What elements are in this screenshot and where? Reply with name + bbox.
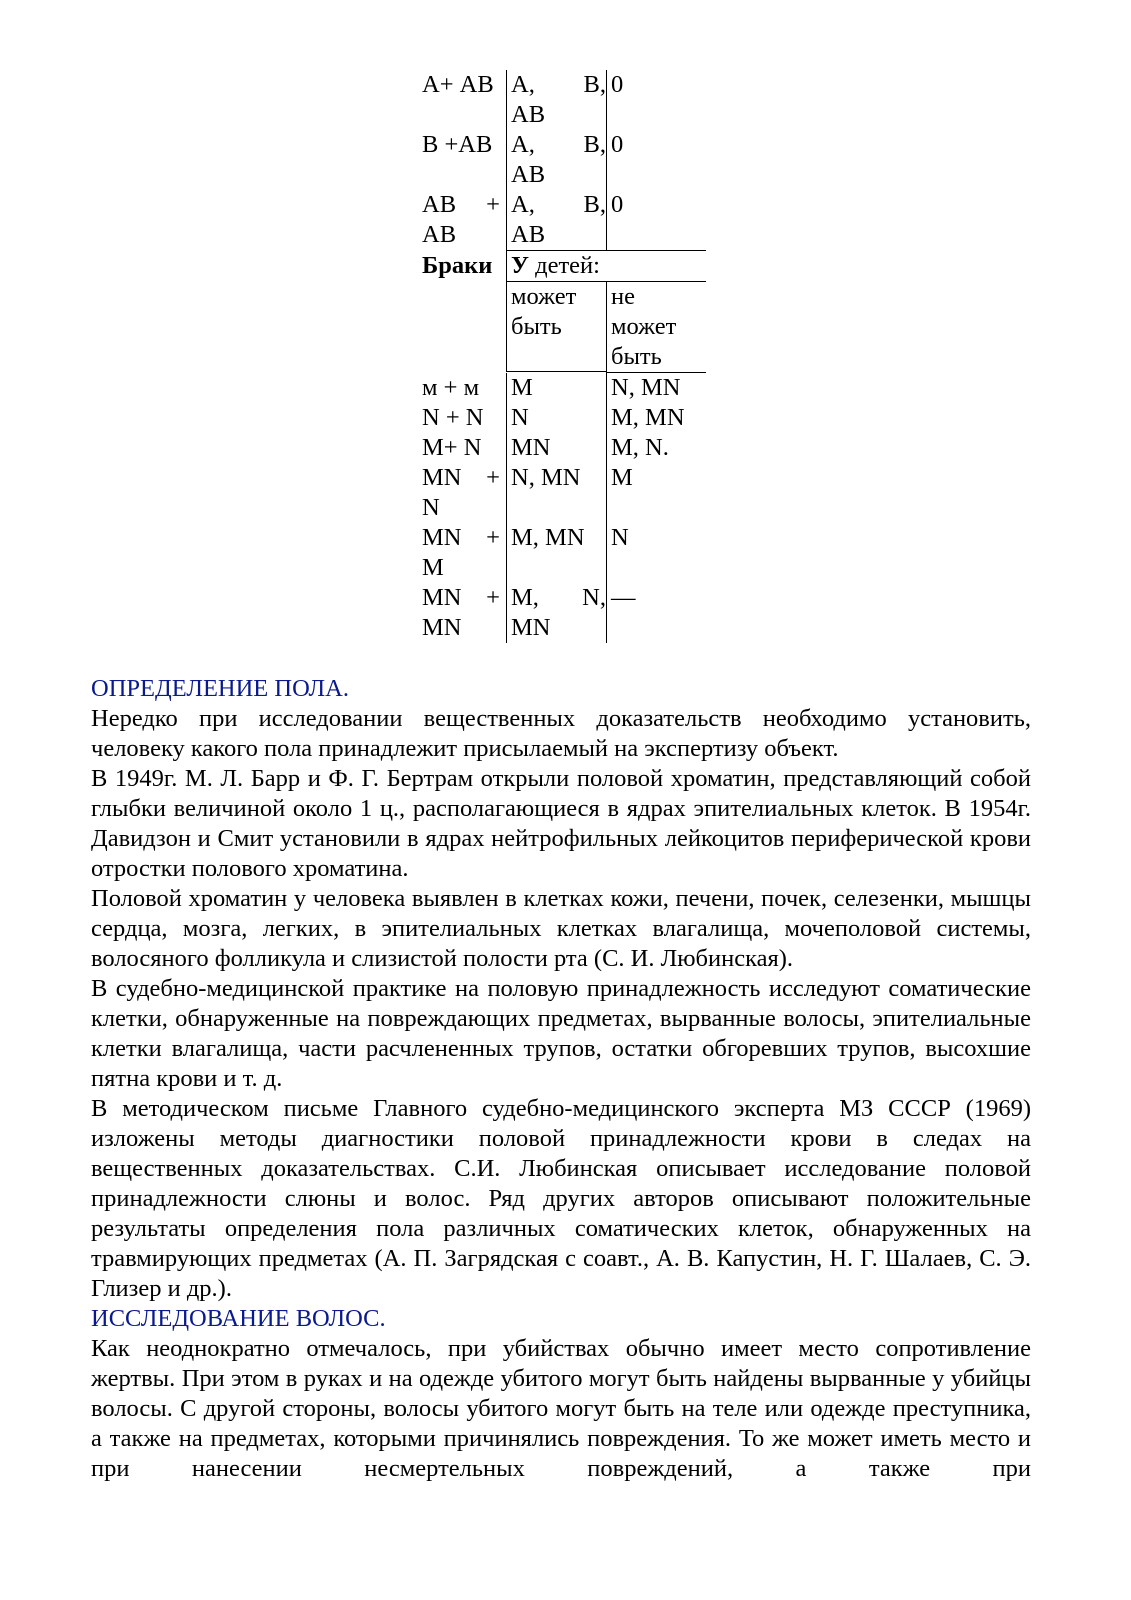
cannot-text: 0	[611, 191, 624, 218]
cannot-cell: M	[606, 463, 706, 523]
cannot-text: 0	[611, 71, 624, 98]
pair-part: MN	[422, 464, 462, 491]
pair-cell: M+ N	[422, 434, 482, 461]
table-row	[418, 70, 706, 130]
can-part: АВ	[511, 161, 546, 188]
table-row	[418, 523, 706, 583]
can-part: MN	[511, 614, 551, 641]
pair-part: MN	[422, 584, 462, 611]
pair-part: M	[422, 554, 444, 581]
cannot-be-line: не	[611, 283, 635, 310]
can-part: АВ	[511, 221, 546, 248]
table-row	[418, 403, 706, 433]
can-cell: N, MN	[506, 463, 606, 523]
children-header-initial: У	[511, 252, 529, 279]
can-cell	[506, 130, 606, 190]
paragraph: Половой хроматин у человека выявлен в клетках кожи, печени, почек, селезенки, мышцы сердца, мозга, легких, в эпителиальных клетках влагалища, мочеполовой системы, волосяного фолликула и слизистой полости рта (С. И. Любинская).	[91, 885, 1031, 972]
can-cell	[506, 190, 606, 251]
can-part: АВ	[511, 101, 546, 128]
pair-part: MN	[422, 524, 462, 551]
plus-sign: +	[486, 464, 500, 491]
paragraph: В методическом письме Главного судебно-медицинского эксперта МЗ СССР (1969) изложены методы диагностики половой принадлежности крови в следах на вещественных доказательствах. С.И. Любинская описывает исследование половой принадлежности слюны и волос. Ряд других авторов описывают положительные результаты определения пола различных соматических клеток, обнаруженных на травмирующих предметах (А. П. Загрядская с соавт., А. В. Капустин, Н. Г. Шалаев, С. Э. Глизер и др.).	[91, 1095, 1031, 1302]
children-header	[506, 251, 706, 282]
pair-cell	[418, 70, 506, 130]
cannot-cell: —	[606, 583, 706, 643]
can-part: M,	[511, 584, 539, 611]
plus-sign: +	[486, 524, 500, 551]
pair-part: N	[422, 494, 440, 521]
paragraph: Как неоднократно отмечалось, при убийствах обычно имеет место сопротивление жертвы. При этом в руках и на одежде убитого могут быть найдены вырванные у убийцы волосы. С другой стороны, волосы убитого могут быть на теле или одежде преступника, а также на предметах, которыми причинялись повреждения. То же может иметь место и при нанесении несмертельных повреждений, а также при	[91, 1335, 1031, 1482]
can-part: А,	[511, 131, 535, 158]
cannot-cell	[606, 190, 706, 251]
pair-part: АВ	[422, 191, 457, 218]
cannot-be-line: может	[611, 313, 677, 340]
can-cell: MN	[506, 433, 606, 463]
cannot-cell: N	[606, 523, 706, 583]
pair-cell	[418, 463, 506, 523]
table-row	[418, 190, 706, 251]
table-row	[418, 373, 706, 403]
pair-cell: N + N	[422, 404, 484, 431]
pair-cell	[418, 130, 506, 190]
pair-cell	[418, 583, 506, 643]
plus-sign: +	[486, 584, 500, 611]
pair-part: MN	[422, 614, 462, 641]
marriages-header: Браки	[422, 252, 493, 279]
section-title-sex: ОПРЕДЕЛЕНИЕ ПОЛА.	[91, 675, 349, 702]
can-be-line: быть	[511, 313, 562, 340]
table-subheader-row	[418, 282, 706, 373]
children-header-rest: детей:	[528, 252, 600, 279]
can-cell: M, MN	[506, 523, 606, 583]
cannot-cell: M, N.	[606, 433, 706, 463]
can-part: В,	[583, 131, 606, 158]
pair-text: В +АВ	[422, 131, 493, 158]
cannot-cell	[606, 70, 623, 130]
table-row	[418, 130, 706, 190]
paragraph: В 1949г. М. Л. Барр и Ф. Г. Бертрам открыли половой хроматин, представляющий собой глыбки величиной около 1 ц., располагающиеся в ядрах эпителиальных клеток. В 1954г. Давидзон и Смит установили в ядрах нейтрофильных лейкоцитов периферической крови отростки полового хроматина.	[91, 765, 1031, 882]
cannot-be-header	[606, 282, 706, 373]
table-row	[418, 583, 706, 643]
table-header-row	[418, 251, 706, 282]
can-be-header	[506, 282, 606, 372]
can-part: N,	[582, 584, 606, 611]
can-part: А,	[511, 71, 535, 98]
document-body	[91, 674, 1031, 1484]
can-cell	[506, 70, 606, 130]
blood-group-table	[418, 70, 706, 643]
can-cell: N	[506, 403, 606, 433]
cannot-text: 0	[611, 131, 624, 158]
can-cell	[506, 583, 606, 643]
cannot-cell: M, MN	[606, 403, 706, 433]
pair-cell	[418, 523, 506, 583]
plus-sign: +	[486, 191, 500, 218]
empty-cell	[418, 282, 506, 373]
cannot-cell: N, MN	[606, 373, 706, 403]
pair-text: А+ АВ	[422, 71, 494, 98]
cannot-be-line: быть	[611, 343, 662, 370]
can-part: В,	[583, 71, 606, 98]
can-part: А,	[511, 191, 535, 218]
table-row	[418, 463, 706, 523]
can-be-line: может	[511, 283, 577, 310]
pair-cell: м + м	[422, 374, 480, 401]
section-title-hair: ИССЛЕДОВАНИЕ ВОЛОС.	[91, 1305, 386, 1332]
can-part: В,	[583, 191, 606, 218]
paragraph: Нередко при исследовании вещественных доказательств необходимо установить, человеку какого пола принадлежит присылаемый на экспертизу объект.	[91, 705, 1031, 762]
pair-part: АВ	[422, 221, 457, 248]
can-cell: М	[506, 373, 606, 403]
pair-cell	[418, 190, 506, 251]
cannot-cell	[606, 130, 623, 190]
table-row	[418, 433, 706, 463]
paragraph: В судебно-медицинской практике на половую принадлежность исследуют соматические клетки, обнаруженные на повреждающих предметах, вырванные волосы, эпителиальные клетки влагалища, части расчлененных трупов, остатки обгоревших трупов, высохшие пятна крови и т. д.	[91, 975, 1031, 1092]
